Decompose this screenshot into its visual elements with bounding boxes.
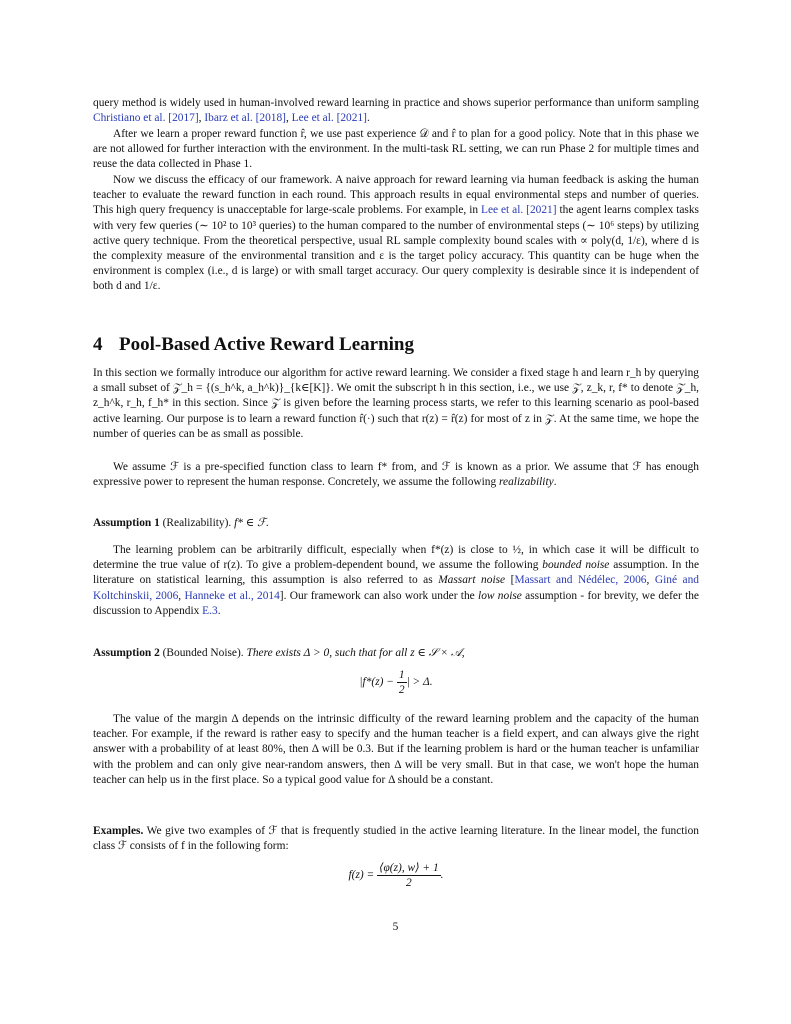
paragraph-margin [93,712,699,788]
assumption-body: There exists Δ > 0, such that for all z ∈ 𝒮 × 𝒜, [246,647,465,659]
separator: [ [505,574,515,587]
assumption-1 [93,516,699,531]
fraction-numerator: ⟨φ(z), w⟩ + 1 [379,862,439,874]
citation-link[interactable]: Massart and Nédélec, 2006 [514,574,647,587]
paragraph-after-learning [93,127,699,173]
text: ]. Our framework can also work under the [279,589,479,602]
equation-left: f(z) = [348,869,378,882]
citation-link[interactable]: Lee et al. [2021] [481,204,557,217]
separator: . [553,476,557,489]
text: the agent learns complex tasks with very few queries (∼ 10² to 10³ queries) to the human compared to the number of environmental steps (∼ 10⁶ steps) by utilizing active query technique. From the theoretical perspective, usual RL sample complexity bound scales with ∝ poly(d, 1/ε), where d is the complexity measure of the environmental transition and ε is the target policy accuracy. This quantity can be huge when the environment is complex (i.e., d is large) or with small target accuracy. Our query complexity is desirable since it is independent of both d and 1/ε. [93,204,699,293]
emphasis: low noise [478,589,522,602]
equation-linear-model [93,861,699,890]
text: assumption. In the literature on statistical learning, this assumption is also referred to as [93,559,700,587]
assumption-name: (Bounded Noise). [159,647,244,659]
text: After we learn a proper reward function r̂, we use past experience 𝒟 and r̂ to plan for a good policy. Note that in this phase we are not allowed for further interaction with the environment. In the multi-task RL setting, we can run Phase 2 for multiple times and reuse the data collected in Phase 1. [93,128,699,171]
citation-link[interactable]: Giné and Koltchinskii, 2006 [93,574,699,602]
separator: , [285,112,292,125]
paragraph-section-intro [93,366,699,442]
citation-link[interactable]: Christiano et al. [2017] [93,112,199,125]
separator: , [198,112,205,125]
assumption-name: (Realizability). [159,517,232,529]
separator: . [217,604,221,617]
paragraph-difficulty [93,543,699,619]
page-number: 5 [392,921,399,933]
section-number: 4 [93,334,103,355]
emphasis: realizability [499,476,554,489]
paragraph-examples [93,824,699,854]
text: We give two examples of ℱ that is frequently studied in the active learning literature. In the linear model, the function class ℱ consists of f in the following form: [93,825,699,853]
examples-label: Examples. [93,825,144,837]
emphasis: bounded noise [542,559,610,572]
separator: , [178,589,185,602]
section-heading [93,333,699,357]
fraction-numerator: 1 [398,669,405,681]
text: In this section we formally introduce our algorithm for active reward learning. We consider a fixed stage h and learn r_h by querying a small subset of 𝒵_h = {(s_h^k, a_h^k)}_{k∈[K]}. We omit the subscript h in this section, i.e., we use 𝒵, z_k, r, f* to denote 𝒵_h, z_h^k, r_h, f_h* in this section. Since 𝒵 is given before the learning process starts, we refer to this learning scenario as pool-based active learning. Our purpose is to learn a reward function r̂(·) such that r(z) = r̂(z) for most of z in 𝒵. At the same time, we hope the number of queries can be as small as possible. [93,367,699,440]
text: We assume ℱ is a pre-specified function class to learn f* from, and ℱ is known as a prior. We assume that ℱ has enough expressive power to represent the human response. Concretely, we assume the following [93,461,699,489]
equation-right: . [440,869,444,882]
citation-link[interactable]: Lee et al. [2021] [291,112,367,125]
assumption-label: Assumption 2 [93,647,160,659]
paragraph-intro-end [93,96,699,126]
paragraph-assumption-intro [93,460,699,490]
text: The learning problem can be arbitrarily difficult, especially when f*(z) is close to ½, in which case it will be difficult to determine the true value of r(z). To give a problem-dependent bound, we assume the following [93,544,699,572]
text: The value of the margin Δ depends on the intrinsic difficulty of the reward learning problem and the capacity of the human teacher. For example, if the reward is rather easy to specify and the human teacher is a field expert, and can always give the right answer with a probability of at least 80%, then Δ will be 0.3. But if the learning problem is hard or the human teacher is unfamiliar with the problem and can only give near-random answers, then Δ will be very small. But in that case, we won't hope the human teacher can help us in the first place. So a typical good value for Δ should be a constant. [93,713,699,786]
fraction [377,861,441,890]
separator: , [646,574,655,587]
text: query method is widely used in human-involved reward learning in practice and shows superior performance than uniform sampling [93,97,699,109]
equation-left: |f*(z) − [359,676,397,689]
paragraph-efficacy [93,173,699,295]
appendix-link[interactable]: E.3 [202,604,218,617]
assumption-2 [93,646,699,661]
text: assumption - for brevity, we defer the discussion to Appendix [93,589,699,617]
emphasis: Massart noise [438,574,506,587]
citation-link[interactable]: Hanneke et al., 2014 [184,589,280,602]
assumption-body: f* ∈ ℱ. [234,517,269,529]
assumption-label: Assumption 1 [93,517,160,529]
citation-link[interactable]: Ibarz et al. [2018] [204,112,286,125]
equation-bounded-noise [93,668,699,697]
text: Now we discuss the efficacy of our framework. A naive approach for reward learning via human feedback is asking the human teacher to evaluate the reward function in each round. This approach results in equal environmental steps and number of queries. This high query frequency is unacceptable for large-scale problems. For example, in [93,174,699,217]
separator: . [366,112,370,125]
fraction-denominator: 2 [406,877,412,889]
fraction [397,668,407,697]
fraction-denominator: 2 [398,684,405,696]
equation-right: | > Δ. [406,676,433,689]
section-title: Pool-Based Active Reward Learning [119,334,415,355]
